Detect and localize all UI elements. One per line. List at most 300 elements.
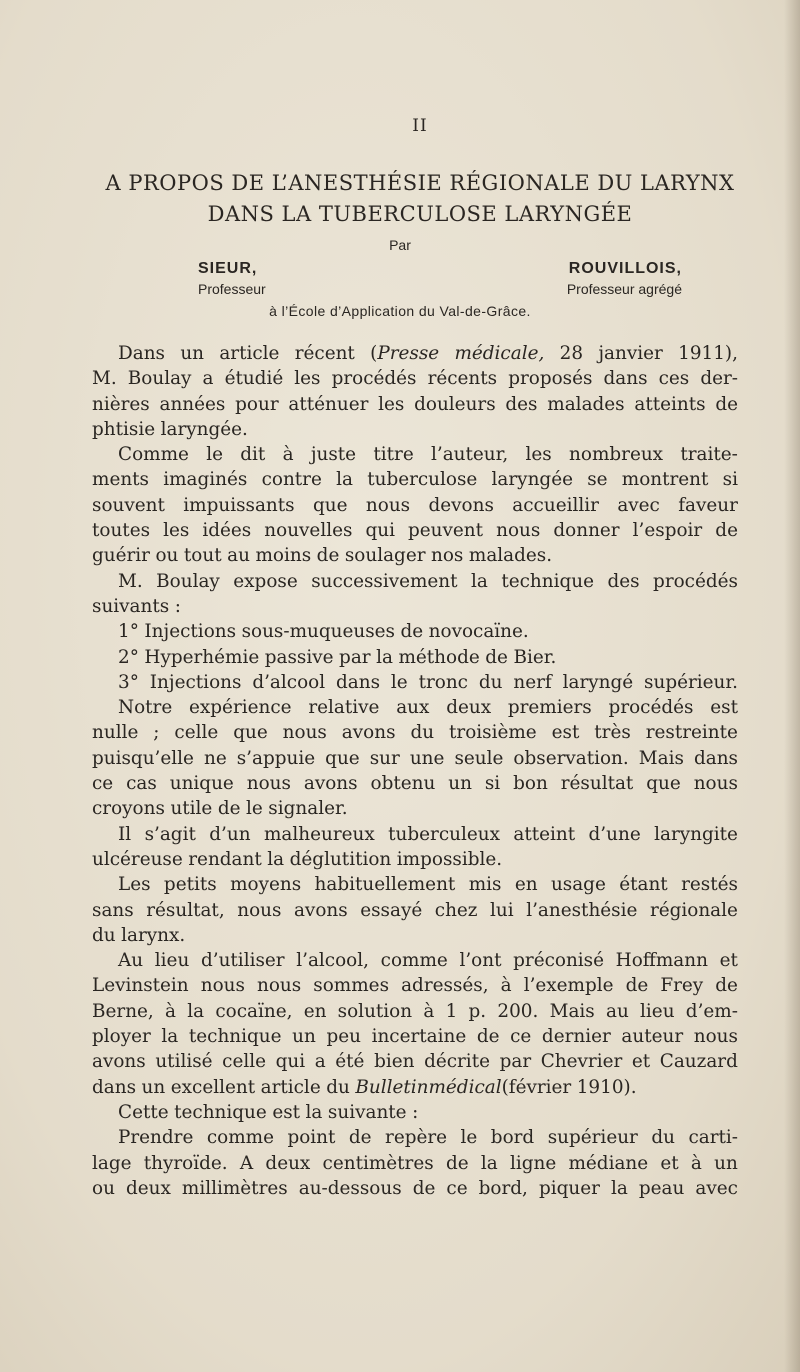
word: M. [118, 570, 143, 592]
word: avec [617, 494, 660, 516]
word: régionale [649, 899, 738, 921]
word: observation. [513, 747, 629, 769]
word: expose [233, 570, 298, 592]
word: larynx. [121, 924, 186, 946]
word: ligne [509, 1152, 557, 1174]
word: de [412, 1177, 436, 1199]
word: puisqu’elle [92, 747, 194, 769]
word: supérieur. [644, 671, 738, 693]
word: qui [275, 1051, 306, 1073]
word: toutes [92, 520, 151, 542]
word: deux [446, 697, 492, 719]
word: celle [222, 1051, 266, 1073]
word: Dans [118, 343, 165, 364]
word: malheureux [263, 823, 375, 845]
word: nos [431, 545, 464, 567]
word: p. [468, 1000, 487, 1022]
word: d’une [588, 823, 641, 845]
word: laryngé [562, 671, 634, 693]
word: ce [92, 773, 114, 795]
author-name: ROUVILLOIS, [568, 260, 682, 277]
word: pour [235, 393, 279, 415]
word: ( [370, 343, 378, 364]
word: de [445, 1152, 469, 1174]
word: sommes [313, 975, 390, 997]
word: impossible. [396, 848, 503, 870]
word: la [305, 1101, 323, 1123]
word: du [410, 722, 435, 744]
word: impuissants [183, 494, 295, 516]
word: la [376, 646, 393, 668]
page-edge-shadow [784, 0, 800, 1372]
word: nous [693, 1026, 738, 1048]
word: Boulay [127, 368, 192, 390]
word: des [607, 570, 640, 592]
title-line-2: DANS LA TUBERCULOSE LARYNGÉE [207, 202, 633, 226]
word: à [423, 1000, 435, 1022]
word: un [141, 1076, 166, 1098]
word: moyens [230, 874, 302, 896]
word: les [525, 444, 552, 466]
word: le [246, 798, 263, 820]
word: suivante [327, 1101, 407, 1123]
word: moins [255, 545, 312, 567]
word: un [180, 343, 205, 364]
text-line [92, 1176, 738, 1201]
word: 1° [118, 621, 139, 643]
word: suivants [92, 595, 170, 617]
word: nous [200, 975, 245, 997]
word: malades. [468, 545, 553, 567]
word: étudié [224, 368, 284, 390]
word: à [690, 1152, 702, 1174]
word: été [335, 1051, 365, 1073]
word: lieu [640, 1000, 675, 1022]
text-line [92, 493, 738, 518]
word: imaginés [163, 469, 248, 491]
word: à [165, 1000, 176, 1022]
word: excellent [170, 1076, 256, 1098]
word: au [605, 1000, 629, 1022]
word: technique [501, 570, 594, 592]
word: montrent [621, 469, 709, 491]
word: Hyperhémie [144, 646, 260, 668]
word: dit [240, 444, 266, 466]
word: résultat, [146, 899, 225, 921]
word: usage [550, 874, 606, 896]
word: sur [369, 747, 400, 769]
word: habituellement [314, 874, 456, 896]
text-line [92, 1075, 738, 1100]
word: Mais [549, 1000, 595, 1022]
text-line [92, 847, 738, 872]
word: tuberculose [367, 469, 478, 491]
word: la [471, 570, 488, 592]
word: dans [92, 1076, 137, 1098]
text-line [92, 948, 738, 973]
word: auteur [621, 1026, 684, 1048]
word: sans [92, 899, 134, 921]
word: Il [118, 823, 132, 845]
word: récent [294, 343, 355, 364]
word: soulager [344, 545, 426, 567]
word: mis [468, 874, 502, 896]
word: nouvelles [264, 520, 353, 542]
author-affiliation: à l’École d’Application du Val-de-Grâce. [269, 303, 531, 319]
word: nous [246, 773, 291, 795]
word: peu [326, 1026, 361, 1048]
word: procédés [608, 697, 694, 719]
word: est [272, 1101, 301, 1123]
word: s’appuie [236, 747, 316, 769]
word: nombreux [569, 444, 664, 466]
word: que [313, 494, 348, 516]
word: peau [638, 1177, 685, 1199]
word: ulcéreuse [92, 848, 183, 870]
word: dans [336, 671, 381, 693]
word: A [239, 1152, 254, 1174]
text-line [92, 543, 738, 568]
word: de [715, 975, 738, 997]
word: sous-muqueuses [241, 621, 395, 643]
word: restreinte [645, 722, 738, 744]
word: solution [337, 1000, 413, 1022]
word: de [625, 975, 649, 997]
word: ne [203, 747, 227, 769]
word: nulle [92, 722, 139, 744]
word: repère [385, 1127, 448, 1149]
word: deux [265, 1152, 311, 1174]
word: par [499, 1051, 532, 1073]
word: avons [293, 899, 348, 921]
word: préconisé [513, 950, 605, 972]
word: de [715, 520, 738, 542]
text-line [92, 720, 738, 745]
word: signaler. [268, 798, 348, 820]
word: chez [434, 899, 478, 921]
word: ments [92, 469, 149, 491]
text-line [92, 973, 738, 998]
word: 1910). [576, 1076, 637, 1098]
article-body [92, 341, 738, 1201]
word: bon [513, 773, 548, 795]
word: ployer [92, 1026, 151, 1048]
word: obtenu [370, 773, 436, 795]
word: l’alcool, [296, 950, 369, 972]
word: premiers [507, 697, 592, 719]
word: 3° [118, 671, 139, 693]
text-line [92, 341, 738, 366]
text-line [92, 594, 738, 619]
word: thyroïde. [143, 1152, 228, 1174]
word-group [370, 341, 439, 366]
word: seule [454, 747, 504, 769]
word: Injections [149, 671, 242, 693]
word: de [476, 1026, 500, 1048]
author-rouvillois [508, 260, 682, 297]
word: laryngite [654, 823, 738, 845]
word: l’espoir [632, 520, 703, 542]
word: 1911), [678, 343, 738, 364]
word: Presse [377, 343, 440, 364]
text-line [92, 1049, 738, 1074]
word: croyons [92, 798, 165, 820]
word: (février [501, 1076, 572, 1098]
text-line [92, 1125, 738, 1150]
word: atténuer [288, 393, 369, 415]
article-title [80, 168, 760, 230]
word: passive [264, 646, 334, 668]
word: médicale, [454, 343, 545, 364]
word: une [409, 747, 445, 769]
word: méthode [398, 646, 480, 668]
word: le [390, 671, 408, 693]
word: Bulletin [355, 1076, 429, 1098]
word: l’anesthésie [526, 899, 638, 921]
word: Chevrier [540, 1051, 623, 1073]
word: avons [92, 1051, 146, 1073]
text-line [92, 670, 738, 695]
word: troisième [449, 722, 537, 744]
word: par [339, 646, 371, 668]
word: déglutition [289, 848, 392, 870]
word: nous [237, 899, 282, 921]
word: rendant [188, 848, 262, 870]
word: d’alcool [252, 671, 326, 693]
word: Bier. [513, 646, 557, 668]
word: médical [428, 1076, 502, 1098]
word: d’em- [685, 1000, 738, 1022]
word: décrite [424, 1051, 490, 1073]
word: Injections [144, 621, 237, 643]
word: que [646, 773, 681, 795]
word: Hoffmann [615, 950, 708, 972]
word: Levinstein [92, 975, 189, 997]
word: : [174, 595, 181, 617]
word: s’agit [144, 823, 196, 845]
word: ce [510, 1026, 532, 1048]
word: de [485, 646, 508, 668]
text-line [92, 467, 738, 492]
text-line [92, 898, 738, 923]
word: tuberculeux [388, 823, 500, 845]
word: du [92, 924, 116, 946]
word: adressés, [401, 975, 489, 997]
word: novocaïne. [428, 621, 529, 643]
word: 200. [497, 1000, 539, 1022]
word: laryngée. [160, 418, 248, 440]
title-line-1: A PROPOS DE L’ANESTHÉSIE RÉGIONALE DU LARYNX [105, 171, 735, 195]
text-line [92, 569, 738, 594]
word: nous [257, 975, 302, 997]
word: années [159, 393, 226, 415]
word: dans [603, 368, 648, 390]
word: Notre [118, 697, 173, 719]
word: est [710, 697, 738, 719]
word: se [587, 469, 608, 491]
word: de [217, 798, 241, 820]
word: en [303, 1000, 327, 1022]
word: qui [365, 520, 395, 542]
word: laryngée [491, 469, 573, 491]
word: restés [681, 874, 738, 896]
word: successivement [311, 570, 458, 592]
word: très [594, 722, 631, 744]
word: atteint [513, 823, 576, 845]
word: Boulay [156, 570, 220, 592]
word: ou [155, 545, 179, 567]
word: bien [374, 1051, 415, 1073]
word: ou [92, 1177, 115, 1199]
text-line [92, 366, 738, 391]
word: et [719, 950, 738, 972]
word: médiane [568, 1152, 649, 1174]
text-line [92, 1100, 738, 1125]
word: titre [373, 444, 414, 466]
word: que [233, 722, 268, 744]
word: à [282, 444, 294, 466]
word: de [715, 393, 738, 415]
author-role: Professeur [198, 281, 266, 297]
text-line [92, 1151, 738, 1176]
word: point [287, 1127, 336, 1149]
word: l’ont [459, 950, 502, 972]
word: accueillir [512, 494, 599, 516]
word: ce [446, 1177, 468, 1199]
text-line [92, 872, 738, 897]
word: nous [365, 494, 411, 516]
word: du [478, 671, 503, 693]
word: utile [170, 798, 213, 820]
word: d’utiliser [200, 950, 285, 972]
word: récents [427, 368, 498, 390]
word: nières [92, 393, 150, 415]
word: 1 [445, 1000, 458, 1022]
word: tronc [418, 671, 468, 693]
word: avons [341, 722, 396, 744]
word: technique [188, 1026, 282, 1048]
word: et [660, 1152, 679, 1174]
word: cas [126, 773, 157, 795]
word: comme [380, 950, 448, 972]
word: incertaine [371, 1026, 467, 1048]
word: étant [619, 874, 668, 896]
word: procédés [653, 570, 738, 592]
text-line [92, 619, 738, 644]
word: cocaïne, [215, 1000, 293, 1022]
author-name: SIEUR, [198, 260, 258, 277]
word: proposés [508, 368, 593, 390]
word: nerf [513, 671, 552, 693]
text-line [92, 392, 738, 417]
word: centimètres [322, 1152, 434, 1174]
text-line [92, 822, 738, 847]
byline-par: Par [389, 237, 411, 253]
word: d’un [209, 823, 251, 845]
word: Frey [660, 975, 704, 997]
word: donner [553, 520, 620, 542]
text-line [92, 1024, 738, 1049]
word: de [348, 1127, 372, 1149]
word: aux [396, 697, 430, 719]
word: idées [202, 520, 252, 542]
word: millimètres [181, 1177, 288, 1199]
word: deux [125, 1177, 171, 1199]
word: au-dessous [298, 1177, 402, 1199]
text-line [92, 518, 738, 543]
author-role: Professeur agrégé [566, 281, 682, 297]
word: les [378, 393, 405, 415]
word: a [202, 368, 214, 390]
word: ces [658, 368, 690, 390]
word: tout [183, 545, 222, 567]
word: si [722, 469, 738, 491]
word: Mais [638, 747, 684, 769]
word: la [267, 848, 285, 870]
word: la [187, 1000, 205, 1022]
word: la [480, 1152, 498, 1174]
word: que [325, 747, 360, 769]
word: juste [310, 444, 357, 466]
word: Cauzard [659, 1051, 738, 1073]
word: Berne, [92, 1000, 154, 1022]
text-line [92, 746, 738, 771]
word: les [163, 520, 190, 542]
word: comme [206, 1127, 274, 1149]
word: Au [118, 950, 144, 972]
text-line [92, 645, 738, 670]
text-line [92, 999, 738, 1024]
word: est [551, 722, 580, 744]
word: petits [163, 874, 217, 896]
word: avec [695, 1177, 738, 1199]
text-line [92, 771, 738, 796]
word: un [292, 1026, 316, 1048]
word: lieu [154, 950, 190, 972]
word: Les [118, 874, 151, 896]
page-number: II [412, 116, 428, 136]
word: traite- [680, 444, 738, 466]
word: résultat [560, 773, 634, 795]
word: Comme [118, 444, 189, 466]
word: le [206, 444, 223, 466]
word: nous [693, 773, 738, 795]
word: article [219, 343, 280, 364]
word: technique [174, 1101, 267, 1123]
word: der- [700, 368, 738, 390]
word: dans [693, 747, 738, 769]
word: : [412, 1101, 419, 1123]
word: phtisie [92, 418, 156, 440]
text-line [92, 695, 738, 720]
word: de [316, 545, 340, 567]
word: celle [174, 722, 219, 744]
word: les [294, 368, 321, 390]
word: 28 [559, 343, 584, 364]
text-line [92, 417, 738, 442]
word: à [500, 975, 512, 997]
word: guérir [92, 545, 150, 567]
word: M. [92, 368, 117, 390]
word: du [651, 1127, 675, 1149]
word: la [610, 1177, 628, 1199]
word: article [260, 1076, 321, 1098]
word: lui [490, 899, 514, 921]
word: Cette [118, 1101, 169, 1123]
word: la [161, 1026, 179, 1048]
word: si [484, 773, 501, 795]
word: piquer [538, 1177, 600, 1199]
